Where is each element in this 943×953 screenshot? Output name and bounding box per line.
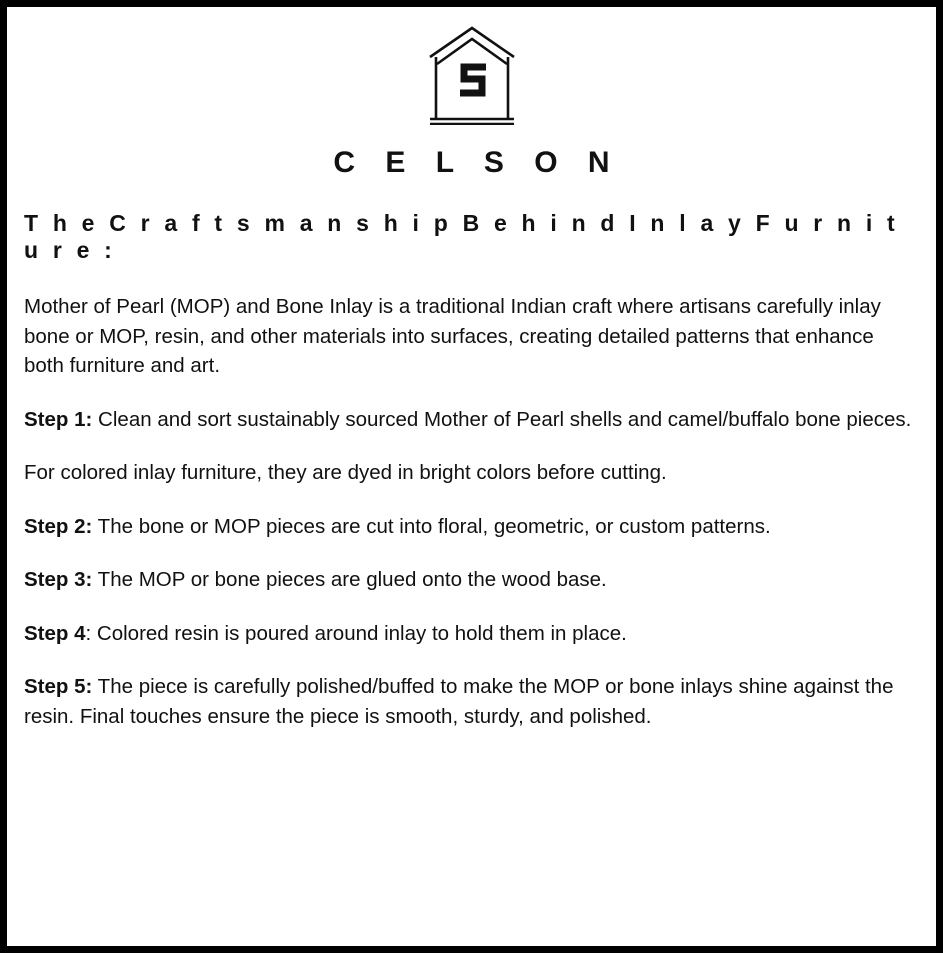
step-label: Step 4	[24, 621, 86, 645]
article-body	[24, 292, 919, 731]
brand-header	[24, 21, 919, 180]
intro-paragraph: Mother of Pearl (MOP) and Bone Inlay is a traditional Indian craft where artisans carefully inlay bone or MOP, resin, and other materials into surfaces, creating detailed patterns that enhance both furniture and art.	[24, 295, 881, 378]
step-paragraph	[24, 619, 919, 649]
step-text: The piece is carefully polished/buffed to make the MOP or bone inlays shine against the resin. Final touches ensure the piece is smooth, sturdy, and polished.	[24, 675, 894, 728]
house-monogram-icon	[24, 23, 919, 130]
step-text: For colored inlay furniture, they are dyed in bright colors before cutting.	[24, 461, 667, 485]
step-paragraph	[24, 512, 919, 542]
step-text: The bone or MOP pieces are cut into floral, geometric, or custom patterns.	[92, 514, 771, 538]
step-text: Clean and sort sustainably sourced Mother of Pearl shells and camel/buffalo bone pieces.	[92, 407, 912, 431]
step-text: : Colored resin is poured around inlay to hold them in place.	[85, 621, 627, 645]
step-paragraph	[24, 458, 919, 488]
step-paragraph	[24, 565, 919, 595]
step-label: Step 2:	[24, 514, 93, 538]
step-paragraph	[24, 672, 919, 731]
page-title: T h e C r a f t s m a n s h i p B e h i n d I n l a y F u r n i t u r e :	[24, 210, 899, 263]
step-text: The MOP or bone pieces are glued onto the wood base.	[92, 568, 607, 592]
step-label: Step 5:	[24, 675, 93, 699]
brand-name: C E L S O N	[333, 146, 621, 179]
step-label: Step 3:	[24, 568, 93, 592]
step-paragraph	[24, 405, 919, 435]
step-label: Step 1:	[24, 407, 93, 431]
